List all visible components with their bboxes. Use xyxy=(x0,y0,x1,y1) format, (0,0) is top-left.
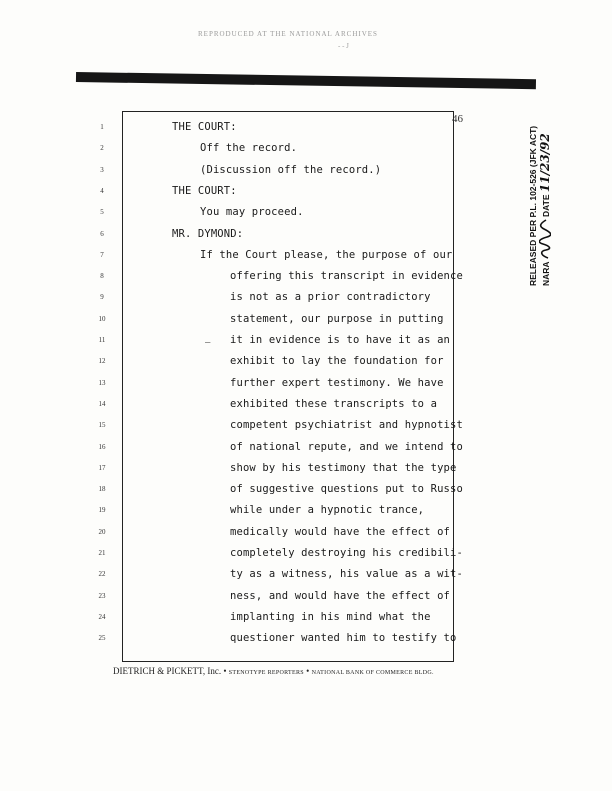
line-number: 5 xyxy=(100,208,104,216)
transcript-line: is not as a prior contradictory xyxy=(230,291,431,303)
line-number: 14 xyxy=(98,400,106,408)
transcript-line: ty as a witness, his value as a wit- xyxy=(230,568,463,580)
transcript-line: completely destroying his credibili- xyxy=(230,547,463,559)
transcript-line: implanting in his mind what the xyxy=(230,611,431,623)
line-number: 17 xyxy=(98,464,106,472)
transcript-line: THE COURT: xyxy=(172,121,237,133)
line-number: 24 xyxy=(98,613,106,621)
transcript-line: exhibit to lay the foundation for xyxy=(230,355,444,367)
line-number: 25 xyxy=(98,634,106,642)
line-number: 7 xyxy=(100,251,104,259)
transcript-line: You may proceed. xyxy=(200,206,304,218)
line-number: 11 xyxy=(98,336,106,344)
transcript-line: while under a hypnotic trance, xyxy=(230,504,425,516)
transcript-line: Off the record. xyxy=(200,142,298,154)
line-number: 8 xyxy=(100,272,104,280)
line-number: 16 xyxy=(98,443,106,451)
line-number: 2 xyxy=(100,144,104,152)
line-number: 4 xyxy=(100,187,104,195)
archive-mark: - - J xyxy=(338,42,349,50)
line-number: 6 xyxy=(100,230,104,238)
footer-role: STENOTYPE REPORTERS xyxy=(228,670,304,676)
transcript-line: statement, our purpose in putting xyxy=(230,313,444,325)
release-stamp-nara: NARA xyxy=(540,261,551,286)
release-stamp-date-label: DATE xyxy=(540,194,551,217)
transcript-line: THE COURT: xyxy=(172,185,237,197)
line-number: 22 xyxy=(98,570,106,578)
transcript-line: medically would have the effect of xyxy=(230,526,451,538)
footer-bullet-1: • xyxy=(223,666,227,676)
footer-company: DIETRICH & PICKETT, Inc. xyxy=(113,666,222,676)
margin-mark: – xyxy=(205,338,211,348)
page-number: 46 xyxy=(452,113,463,125)
transcript-line: MR. DYMOND: xyxy=(172,228,244,240)
line-number: 9 xyxy=(100,293,104,301)
release-stamp-line2 xyxy=(539,126,554,286)
transcript-line: further expert testimony. We have xyxy=(230,377,444,389)
transcript-line: offering this transcript in evidence xyxy=(230,270,463,282)
transcript-line: exhibited these transcripts to a xyxy=(230,398,438,410)
line-number: 12 xyxy=(98,357,106,365)
reporter-footer xyxy=(113,666,434,676)
transcript-line: show by his testimony that the type xyxy=(230,462,457,474)
release-stamp-line1: RELEASED PER P.L. 102-526 (JFK ACT) xyxy=(528,125,538,286)
transcript-line: questioner wanted him to testify to xyxy=(230,632,457,644)
signature-icon xyxy=(539,219,554,259)
release-stamp xyxy=(528,126,554,286)
scan-edge-bar xyxy=(76,72,536,89)
archive-stamp: REPRODUCED AT THE NATIONAL ARCHIVES xyxy=(198,30,378,38)
line-number: 3 xyxy=(100,166,104,174)
transcript-line: of suggestive questions put to Russo xyxy=(230,483,463,495)
transcript-line: it in evidence is to have it as an xyxy=(230,334,451,346)
line-number: 23 xyxy=(98,592,106,600)
line-number: 13 xyxy=(98,379,106,387)
transcript-line: ness, and would have the effect of xyxy=(230,590,451,602)
transcript-line: competent psychiatrist and hypnotist xyxy=(230,419,463,431)
footer-address: NATIONAL BANK OF COMMERCE BLDG. xyxy=(311,670,434,676)
line-number: 18 xyxy=(98,485,106,493)
line-number: 15 xyxy=(98,421,106,429)
line-number: 19 xyxy=(98,506,106,514)
line-number: 1 xyxy=(100,123,104,131)
transcript-line: If the Court please, the purpose of our xyxy=(200,249,453,261)
transcript-line: of national repute, and we intend to xyxy=(230,441,463,453)
release-stamp-date: 11/23/92 xyxy=(537,133,552,193)
line-number: 21 xyxy=(98,549,106,557)
transcript-line: (Discussion off the record.) xyxy=(200,164,382,176)
footer-bullet-2: • xyxy=(306,666,310,676)
line-number: 20 xyxy=(98,528,106,536)
line-number: 10 xyxy=(98,315,106,323)
